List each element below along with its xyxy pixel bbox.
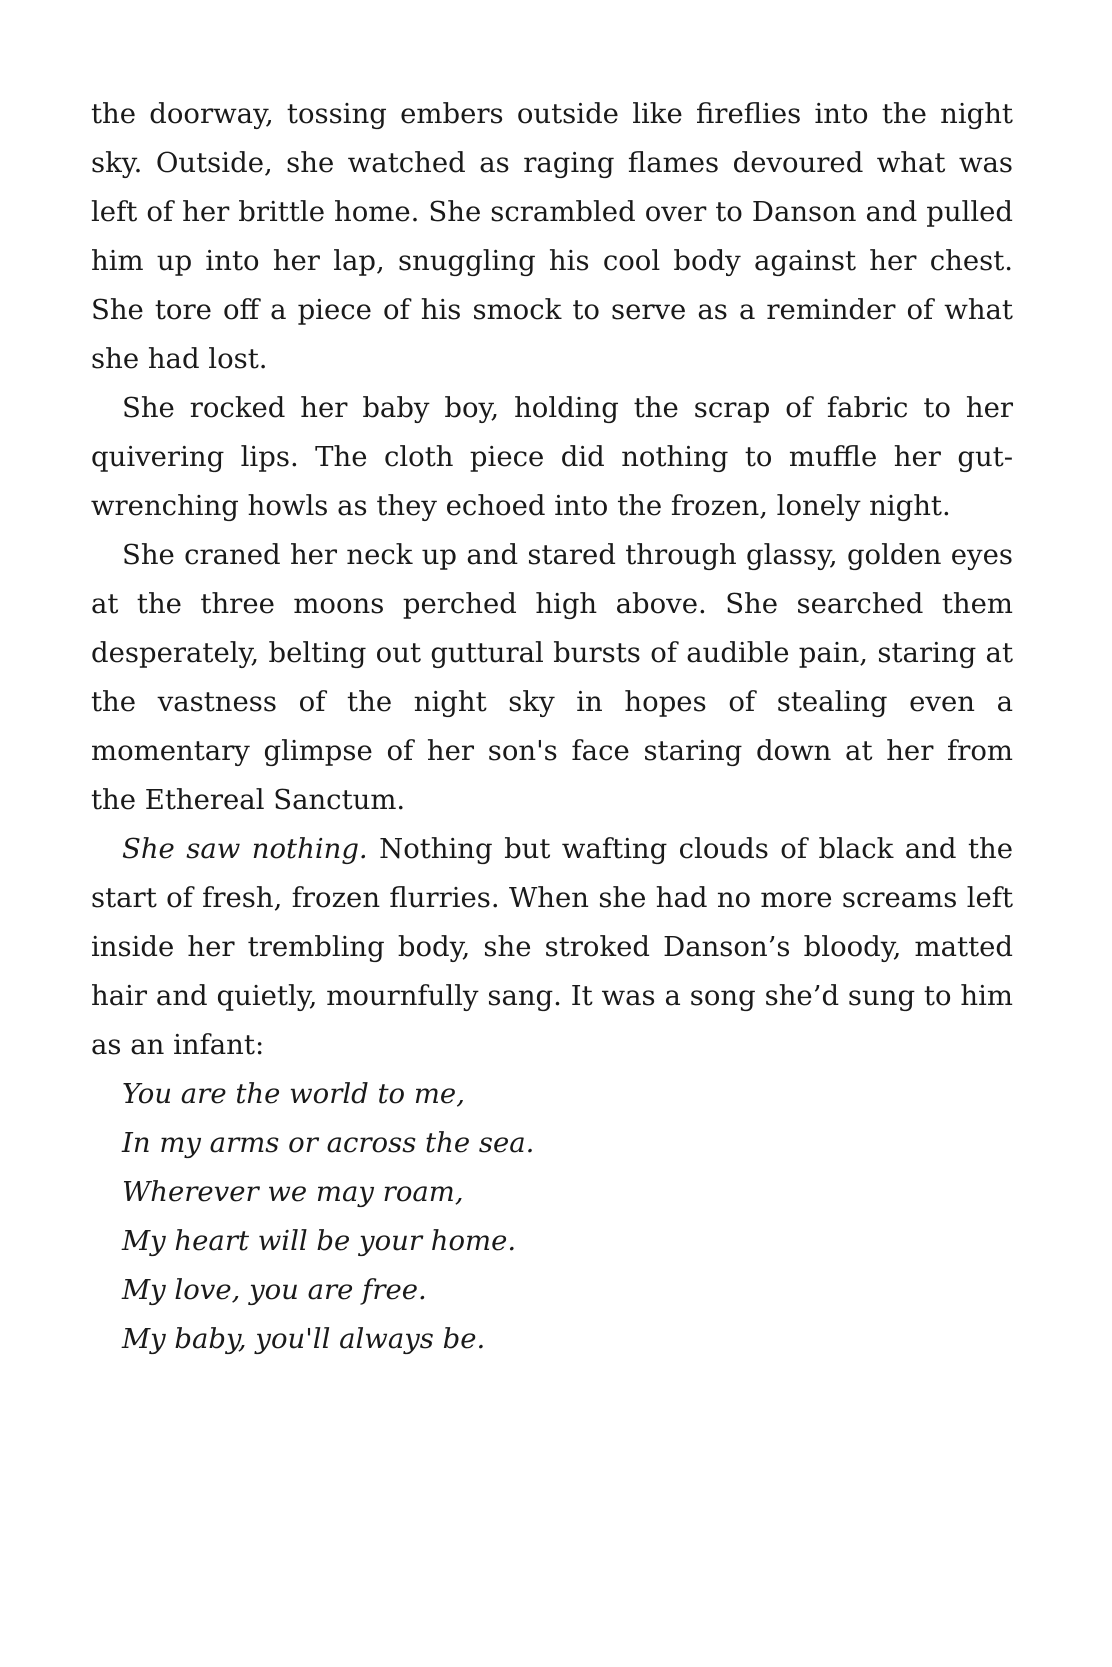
paragraph-moons: She craned her neck up and stared through glassy, golden eyes at the three moons perched high above. She searched them desperately, belting out guttural bursts of audible pain, staring at the vastness of the night sky in hopes of stealing even a momentary glimpse of her son's face staring down at her from the Ethereal Sanctum.	[91, 539, 1013, 816]
song-line: You are the world to me,	[122, 1078, 465, 1110]
song-line: My heart will be your home.	[122, 1225, 517, 1257]
book-page	[91, 90, 1013, 1364]
paragraph-nothing-rest: Nothing but wafting clouds of black and the start of fresh, frozen flurries. When she had no more screams left inside her trembling body, she stroked Danson’s bloody, matted hair and quietly, mournfully sang. It was a song she’d sung to him as an infant:	[91, 833, 1013, 1061]
italic-phrase: She saw nothing.	[122, 833, 368, 865]
song-line: Wherever we may roam,	[122, 1176, 464, 1208]
paragraph-rocking: She rocked her baby boy, holding the scrap of fabric to her quivering lips. The cloth piece did nothing to muffle her gut-wrenching howls as they echoed into the frozen, lonely night.	[91, 392, 1013, 522]
song-verse	[91, 1070, 1013, 1364]
paragraph-nothing	[91, 825, 1013, 1070]
paragraph-fire: the doorway, tossing embers outside like fireflies into the night sky. Outside, she watched as raging flames devoured what was left of her brittle home. She scrambled over to Danson and pulled him up into her lap, snuggling his cool body against her chest. She tore off a piece of his smock to serve as a reminder of what she had lost.	[91, 98, 1013, 375]
song-line: My baby, you'll always be.	[122, 1323, 486, 1355]
song-line: My love, you are free.	[122, 1274, 427, 1306]
song-line: In my arms or across the sea.	[122, 1127, 535, 1159]
